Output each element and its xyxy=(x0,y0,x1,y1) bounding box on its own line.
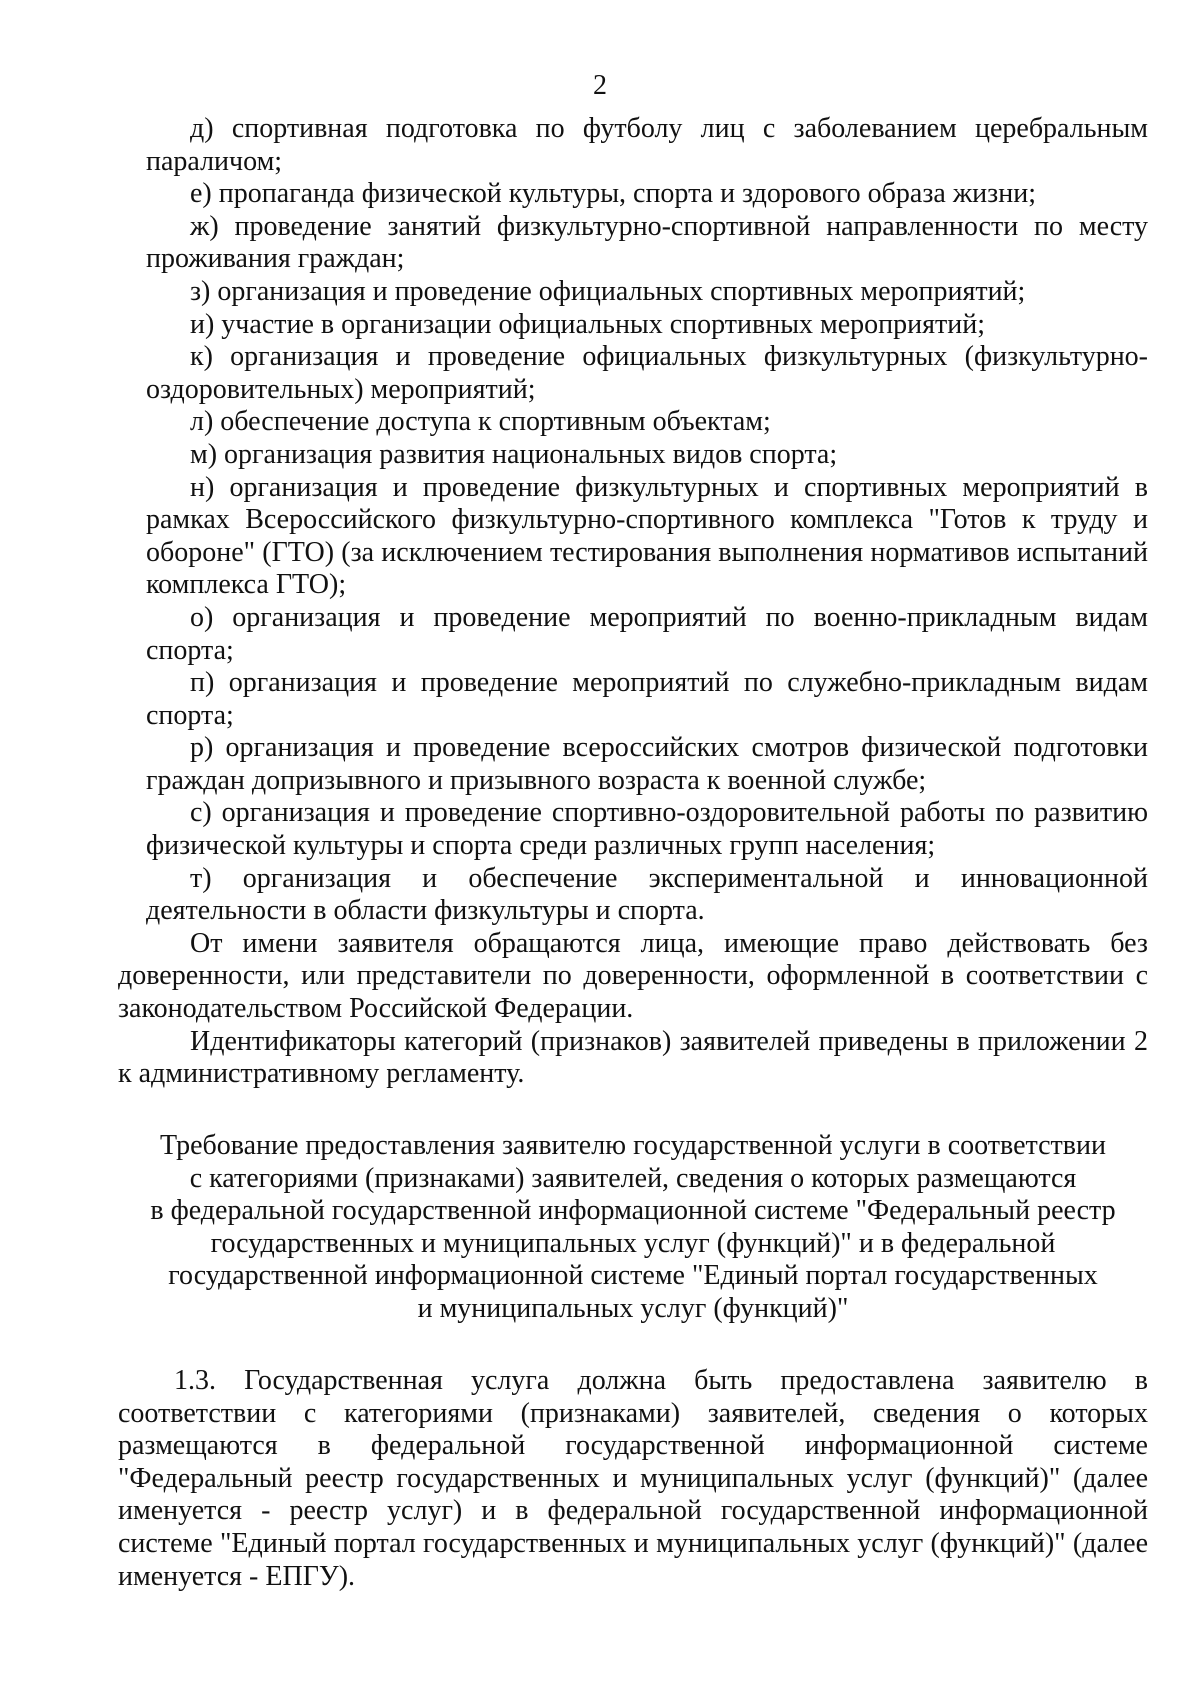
section-1-3 xyxy=(118,1365,1148,1593)
activity-list xyxy=(118,113,1148,928)
list-item: к) организация и проведение официальных физкультурных (физкультурно-оздоровительных) мероприятий; xyxy=(146,341,1148,405)
heading-line: государственных и муниципальных услуг (функций)" и в федеральной xyxy=(210,1227,1056,1259)
heading-line: и муниципальных услуг (функций)" xyxy=(417,1292,849,1324)
list-item: с) организация и проведение спортивно-оздоровительной работы по развитию физической культуры и спорта среди различных групп населения; xyxy=(146,797,1148,862)
list-item: н) организация и проведение физкультурных и спортивных мероприятий в рамках Всероссийского физкультурно-спортивного комплекса "Готов к труду и обороне" (ГТО) (за исключением тестирования выполнения нормативов испытаний комплекса ГТО); xyxy=(146,471,1148,601)
heading-line: государственной информационной системе "Единый портал государственных xyxy=(168,1260,1098,1292)
list-item: е) пропаганда физической культуры, спорта и здорового образа жизни; xyxy=(190,178,1036,210)
heading-line: с категориями (признаками) заявителей, сведения о которых размещаются xyxy=(189,1162,1077,1194)
section-1-3-paragraph: 1.3. Государственная услуга должна быть предоставлена заявителю в соответствии с категориями (признаками) заявителей, сведения о которых размещаются в федеральной государственной информационной системе "Федеральный реестр государственных и муниципальных услуг (функций)" (далее именуется - реестр услуг) и в федеральной государственной информационной системе "Единый портал государственных и муниципальных услуг (функций)" (далее именуется - ЕПГУ). xyxy=(118,1365,1148,1592)
heading-line: Требование предоставления заявителю государственной услуги в соответствии xyxy=(160,1130,1106,1161)
list-item: и) участие в организации официальных спортивных мероприятий; xyxy=(190,308,986,340)
list-item: ж) проведение занятий физкультурно-спортивной направленности по месту проживания граждан; xyxy=(146,210,1148,275)
paragraph-identifiers: Идентификаторы категорий (признаков) заявителей приведены в приложении 2 к административному регламенту. xyxy=(118,1025,1148,1090)
list-item: м) организация развития национальных видов спорта; xyxy=(190,438,838,470)
list-item: о) организация и проведение мероприятий по военно-прикладным видам спорта; xyxy=(146,601,1148,666)
list-item: д) спортивная подготовка по футболу лиц с заболеванием церебральным параличом; xyxy=(146,113,1148,177)
page-number: 2 xyxy=(593,70,607,101)
list-item: л) обеспечение доступа к спортивным объектам; xyxy=(190,406,771,438)
list-item: з) организация и проведение официальных спортивных мероприятий; xyxy=(190,275,1026,307)
paragraph-representatives: От имени заявителя обращаются лица, имеющие право действовать без доверенности, или представители по доверенности, оформленной в соответствии с законодательством Российской Федерации. xyxy=(118,927,1148,1025)
list-item: п) организация и проведение мероприятий по служебно-прикладным видам спорта; xyxy=(146,667,1148,731)
list-item: т) организация и обеспечение экспериментальной и инновационной деятельности в области физкультуры и спорта. xyxy=(146,862,1148,927)
document-body xyxy=(118,113,1148,1091)
section-heading xyxy=(118,1130,1148,1326)
list-item: р) организация и проведение всероссийских смотров физической подготовки граждан допризывного и призывного возраста к военной службе; xyxy=(146,732,1148,796)
heading-line: в федеральной государственной информационной системе "Федеральный реестр xyxy=(150,1195,1116,1227)
